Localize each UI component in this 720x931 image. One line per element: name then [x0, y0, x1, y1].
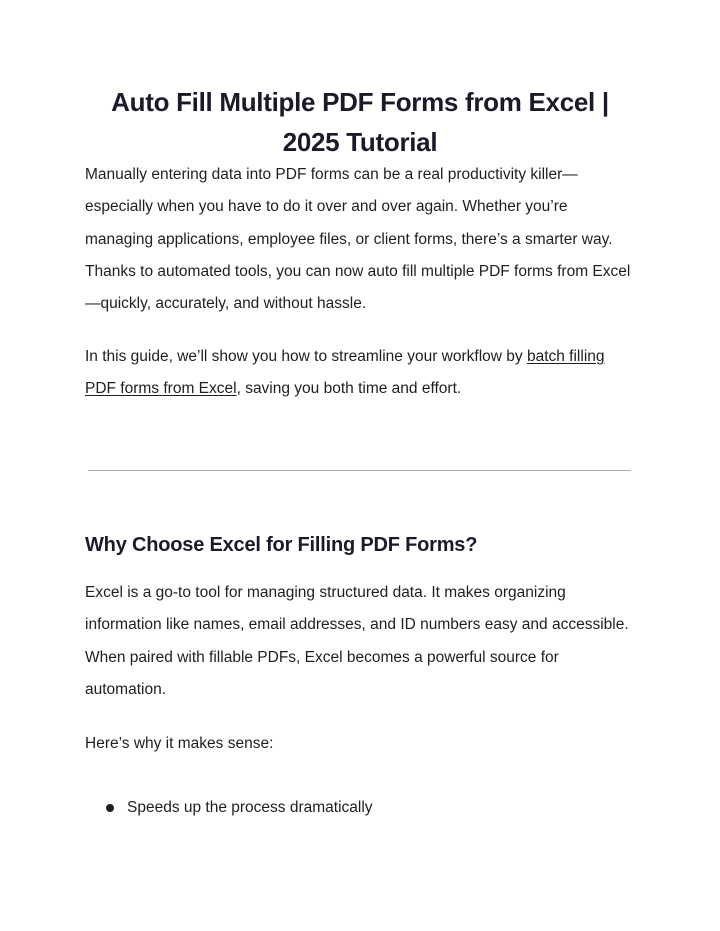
intro-paragraph-1: Manually entering data into PDF forms can be a real productivity killer—especially when you have to do it over and over again. Whether you’re managing applications, employee files, or client forms, there’s a smarter way. Thanks to automated tools, you can now auto fill multiple PDF forms from Excel—quickly, accurately, and without hassle.	[85, 166, 631, 313]
section-paragraph-1: Excel is a go-to tool for managing structured data. It makes organizing information like names, email addresses, and ID numbers easy and accessible. When paired with fillable PDFs, Excel becomes a powerful source for automation.	[85, 584, 629, 698]
batch-filling-link[interactable]: batch filling PDF forms from Excel	[85, 348, 605, 398]
section-paragraph-2: Here’s why it makes sense:	[85, 735, 274, 752]
intro-paragraph-2-tail: , saving you both time and effort.	[236, 380, 462, 398]
bullet-list	[85, 792, 635, 824]
list-item-text: Speeds up the process dramatically	[127, 799, 373, 816]
section-divider	[88, 470, 631, 471]
intro-paragraph-2	[85, 341, 635, 406]
list-item	[85, 792, 635, 824]
intro-paragraph-2-lead: In this guide, we’ll show you how to streamline your workflow by	[85, 348, 527, 365]
section-heading: Why Choose Excel for Filling PDF Forms?	[85, 534, 478, 556]
page-title: Auto Fill Multiple PDF Forms from Excel | 2025 Tutorial	[111, 87, 609, 157]
bullet-dot-icon	[106, 804, 114, 812]
